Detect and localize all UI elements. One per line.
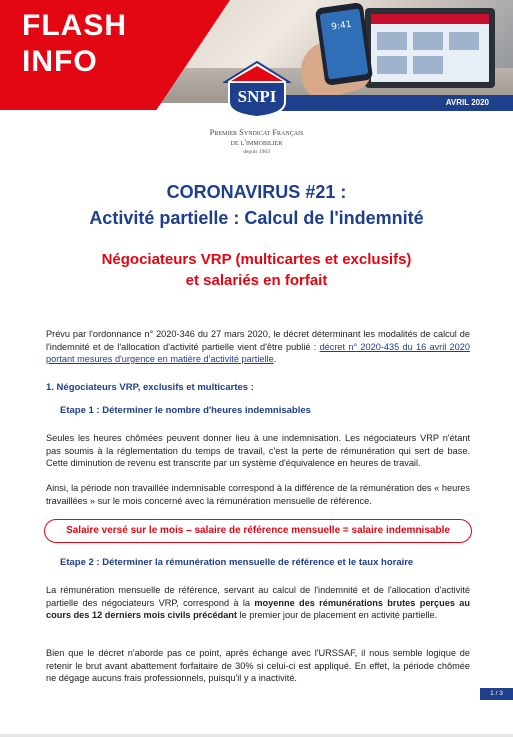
subtitle-line1: Négociateurs VRP (multicartes et exclusifs) [101,251,412,268]
etape1-paragraph2: Ainsi, la période non travaillée indemnisable correspond à la différence de la rémunération des « heures travaillées » sur le mois concerné avec la rémunération mensuelle de référence. [46,483,470,506]
issue-date: AVRIL 2020 [445,98,489,107]
main-title-line1: CORONAVIRUS #21 : [166,182,347,202]
etape2-paragraph1: La rémunération mensuelle de référence, servant au calcul de l'indemnité et de l'allocation d'activité partielle des négociateurs VRP, correspond à la moyenne des rémunérations brutes perçues au cours des 12 derniers mois civils précédant le premier jour de placement en activité partielle. [46,585,470,620]
formula-box: Salaire versé sur le mois – salaire de référence mensuelle = salaire indemnisable [44,519,472,543]
etape1-heading: Etape 1 : Déterminer le nombre d'heures indemnisables [60,405,311,416]
intro-paragraph: Prévu par l'ordonnance n° 2020-346 du 27 mars 2020, le décret déterminant les modalités de calcul de l'indemnité et de l'allocation d'activité partielle vient d'être publié : décret n° 2020-435 du 16 avril 2020 portant mesures d'urgence en matière d'activité partielle. [46,329,470,364]
flash-info-title: FLASH INFO [22,9,127,78]
etape1-paragraph1: Seules les heures chômées peuvent donner lieu à une indemnisation. Les négociateurs VRP n'étant pas soumis à la réglementation du temps de travail, c'est la perte de rémunération qui sert de base. Cette diminution de revenu est transcrite par un système d'équivalence en heures de travail. [46,433,470,468]
etape2-heading: Etape 2 : Déterminer la rémunération mensuelle de référence et le taux horaire [60,557,414,568]
main-title-line2: Activité partielle : Calcul de l'indemnité [89,208,424,228]
page-number: 1 / 3 [480,688,513,700]
snpi-logo [223,60,291,118]
subtitle-line2: et salariés en forfait [185,272,328,289]
phone-time: 9:41 [330,19,353,33]
decree-link[interactable]: décret n° 2020-435 du 16 avril 2020 portant mesures d'urgence en matière d'activité partielle [46,341,470,364]
etape2-paragraph2: Bien que le décret n'aborde pas ce point, après échange avec l'URSSAF, il nous semble logique de retenir le brut avant abattement forfaitaire de 30% si celui-ci est appliqué. En effet, la période chômée ne dégage aucuns frais professionnels, puisqu'il y a inactivité. [46,648,470,683]
laptop-image [365,8,495,88]
section1-heading: 1. Négociateurs VRP, exclusifs et multicartes : [46,382,254,393]
snpi-tagline: Premier Syndicat Français de l'immobilier depuis 1963 [209,127,304,155]
logo-text: SNPI [237,87,277,106]
